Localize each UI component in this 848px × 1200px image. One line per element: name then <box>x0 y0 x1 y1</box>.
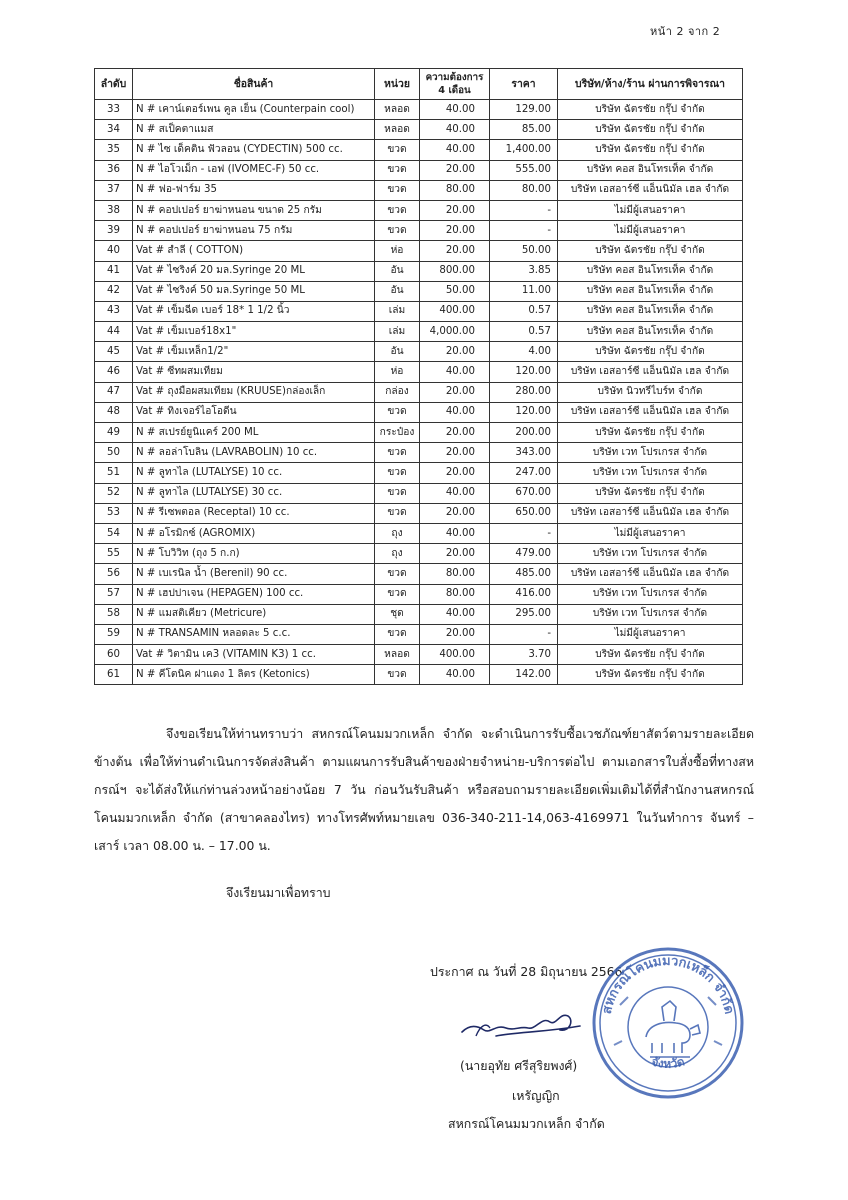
cell-name: Vat # ซีทผสมเทียม <box>133 362 375 382</box>
table-row <box>95 140 743 160</box>
table-row <box>95 241 743 261</box>
cell-company: ไม่มีผู้เสนอราคา <box>558 200 743 220</box>
table-row <box>95 281 743 301</box>
cell-company: บริษัท เวท โปรเกรส จำกัด <box>558 544 743 564</box>
table-row <box>95 463 743 483</box>
table-row <box>95 362 743 382</box>
cell-price: 555.00 <box>490 160 558 180</box>
cell-unit: เล่ม <box>375 322 420 342</box>
cell-unit: ขวด <box>375 221 420 241</box>
cell-no: 34 <box>95 120 133 140</box>
cell-unit: ขวด <box>375 665 420 685</box>
cell-unit: ถุง <box>375 523 420 543</box>
announcement-date: ประกาศ ณ วันที่ 28 มิถุนายน 2566 <box>430 964 623 979</box>
cell-no: 61 <box>95 665 133 685</box>
cell-unit: เล่ม <box>375 301 420 321</box>
cell-no: 52 <box>95 483 133 503</box>
cell-company: ไม่มีผู้เสนอราคา <box>558 624 743 644</box>
cell-no: 55 <box>95 544 133 564</box>
cell-no: 43 <box>95 301 133 321</box>
cell-company: บริษัท เวท โปรเกรส จำกัด <box>558 443 743 463</box>
cell-no: 50 <box>95 443 133 463</box>
cell-no: 37 <box>95 180 133 200</box>
cell-name: N # โบวิวิท (ถุง 5 ก.ก) <box>133 544 375 564</box>
cell-name: N # เคาน์เตอร์เพน คูล เย็น (Counterpain cool) <box>133 100 375 120</box>
cell-no: 42 <box>95 281 133 301</box>
cell-name: Vat # วิตามิน เค3 (VITAMIN K3) 1 cc. <box>133 645 375 665</box>
cell-company: บริษัท ฉัตรชัย กรุ๊ป จำกัด <box>558 665 743 685</box>
header-name: ชื่อสินค้า <box>133 69 375 100</box>
cell-company: บริษัท คอส อินโทรเท็ค จำกัด <box>558 301 743 321</box>
cell-unit: ขวด <box>375 160 420 180</box>
table-row <box>95 100 743 120</box>
table-row <box>95 120 743 140</box>
cell-qty: 20.00 <box>420 221 490 241</box>
cell-unit: ขวด <box>375 140 420 160</box>
cell-qty: 20.00 <box>420 463 490 483</box>
product-table <box>94 68 743 685</box>
cell-no: 39 <box>95 221 133 241</box>
cell-company: บริษัท ฉัตรชัย กรุ๊ป จำกัด <box>558 342 743 362</box>
cell-company: บริษัท ฉัตรชัย กรุ๊ป จำกัด <box>558 140 743 160</box>
table-body <box>95 100 743 685</box>
cell-qty: 40.00 <box>420 665 490 685</box>
cell-no: 45 <box>95 342 133 362</box>
seal-cow-icon <box>646 1001 700 1057</box>
cell-name: N # รีเซพตอล (Receptal) 10 cc. <box>133 503 375 523</box>
cell-name: N # TRANSAMIN หลอดละ 5 c.c. <box>133 624 375 644</box>
cell-price: - <box>490 523 558 543</box>
cell-name: N # แมสติเคียว (Metricure) <box>133 604 375 624</box>
cell-price: - <box>490 200 558 220</box>
header-unit: หน่วย <box>375 69 420 100</box>
cell-name: Vat # สำลี ( COTTON) <box>133 241 375 261</box>
cell-price: 295.00 <box>490 604 558 624</box>
cell-unit: ถุง <box>375 544 420 564</box>
cell-price: 280.00 <box>490 382 558 402</box>
header-company: บริษัท/ห้าง/ร้าน ผ่านการพิจารณา <box>558 69 743 100</box>
table-header-row <box>95 69 743 100</box>
cell-name: Vat # ทิงเจอร์ไอโอดีน <box>133 402 375 422</box>
cell-price: 343.00 <box>490 443 558 463</box>
cell-no: 54 <box>95 523 133 543</box>
cell-no: 33 <box>95 100 133 120</box>
cell-name: N # อโรมิกซ์ (AGROMIX) <box>133 523 375 543</box>
cell-qty: 20.00 <box>420 241 490 261</box>
table-row <box>95 382 743 402</box>
cell-name: N # สเป็คตาแมส <box>133 120 375 140</box>
cell-unit: หลอด <box>375 645 420 665</box>
cell-name: N # ลอล่าโบลิน (LAVRABOLIN) 10 cc. <box>133 443 375 463</box>
cell-name: N # ไซ เด็คติน ฟัวลอน (CYDECTIN) 500 cc. <box>133 140 375 160</box>
cell-unit: ขวด <box>375 503 420 523</box>
cell-qty: 40.00 <box>420 100 490 120</box>
product-table-container <box>94 68 742 685</box>
cell-price: - <box>490 221 558 241</box>
table-row <box>95 584 743 604</box>
cell-company: บริษัท ฉัตรชัย กรุ๊ป จำกัด <box>558 100 743 120</box>
cell-qty: 40.00 <box>420 362 490 382</box>
cell-qty: 80.00 <box>420 180 490 200</box>
closing-text: จึงเรียนมาเพื่อทราบ <box>226 885 331 900</box>
cell-qty: 20.00 <box>420 200 490 220</box>
cell-qty: 80.00 <box>420 564 490 584</box>
cell-qty: 40.00 <box>420 483 490 503</box>
cell-name: Vat # ไซริงค์ 50 มล.Syringe 50 ML <box>133 281 375 301</box>
cell-company: บริษัท ฉัตรชัย กรุ๊ป จำกัด <box>558 423 743 443</box>
cell-no: 48 <box>95 402 133 422</box>
table-row <box>95 301 743 321</box>
cell-price: 247.00 <box>490 463 558 483</box>
cell-no: 53 <box>95 503 133 523</box>
cell-name: N # คอปเปอร์ ยาฆ่าหนอน 75 กรัม <box>133 221 375 241</box>
cell-no: 38 <box>95 200 133 220</box>
cell-company: ไม่มีผู้เสนอราคา <box>558 523 743 543</box>
cell-unit: ขวด <box>375 443 420 463</box>
cell-company: บริษัท ฉัตรชัย กรุ๊ป จำกัด <box>558 120 743 140</box>
cell-price: 120.00 <box>490 362 558 382</box>
cell-unit: ขวด <box>375 180 420 200</box>
cell-qty: 20.00 <box>420 544 490 564</box>
cell-no: 59 <box>95 624 133 644</box>
cell-unit: อัน <box>375 342 420 362</box>
cell-unit: ห่อ <box>375 241 420 261</box>
cell-no: 51 <box>95 463 133 483</box>
cell-price: 479.00 <box>490 544 558 564</box>
signer-organization: สหกรณ์โคนมมวกเหล็ก จำกัด <box>448 1116 605 1131</box>
cell-price: 416.00 <box>490 584 558 604</box>
cell-unit: หลอด <box>375 120 420 140</box>
cell-price: 50.00 <box>490 241 558 261</box>
cell-qty: 400.00 <box>420 301 490 321</box>
cell-no: 46 <box>95 362 133 382</box>
cell-qty: 4,000.00 <box>420 322 490 342</box>
signer-role: เหรัญญิก <box>512 1088 560 1103</box>
table-row <box>95 322 743 342</box>
cell-unit: กล่อง <box>375 382 420 402</box>
table-row <box>95 180 743 200</box>
table-row <box>95 564 743 584</box>
table-row <box>95 544 743 564</box>
cell-unit: อัน <box>375 261 420 281</box>
cell-price: 129.00 <box>490 100 558 120</box>
cell-qty: 400.00 <box>420 645 490 665</box>
cell-qty: 20.00 <box>420 503 490 523</box>
cell-name: Vat # ถุงมือผสมเทียม (KRUUSE)กล่องเล็ก <box>133 382 375 402</box>
cell-price: 85.00 <box>490 120 558 140</box>
cell-price: 3.85 <box>490 261 558 281</box>
cell-no: 47 <box>95 382 133 402</box>
body-paragraph: จึงขอเรียนให้ท่านทราบว่า สหกรณ์โคนมมวกเหล็ก จำกัด จะดำเนินการรับซื้อเวชภัณฑ์ยาสัตว์ตามรายละเอียดข้างต้น เพื่อให้ท่านดำเนินการจัดส่งสินค้า ตามแผนการรับสินค้าของฝ่ายจำหน่าย-บริการต่อไป ตามเอกสารใบสั่งซื้อที่ทางสหกรณ์ฯ จะได้ส่งให้แก่ท่านล่วงหน้าอย่างน้อย 7 วัน ก่อนวันรับสินค้า หรือสอบถามรายละเอียดเพิ่มเติมได้ที่สำนักงานสหกรณ์โคนมมวกเหล็ก จำกัด (สาขาคลองไทร) ทางโทรศัพท์หมายเลข 036-340-211-14,063-4169971 ในวันทำการ จันทร์ – เสาร์ เวลา 08.00 น. – 17.00 น. <box>94 726 754 853</box>
cell-company: บริษัท เวท โปรเกรส จำกัด <box>558 463 743 483</box>
cell-unit: หลอด <box>375 100 420 120</box>
seal-top-text: สหกรณ์โคนมมวกเหล็ก จำกัด <box>599 953 737 1016</box>
cell-qty: 40.00 <box>420 402 490 422</box>
table-row <box>95 483 743 503</box>
cell-company: บริษัท เอสอาร์ซี แอ็นนิมัล เฮล จำกัด <box>558 503 743 523</box>
cell-name: N # ไอโวเม็ก - เอฟ (IVOMEC-F) 50 cc. <box>133 160 375 180</box>
cell-company: บริษัท เวท โปรเกรส จำกัด <box>558 584 743 604</box>
cell-qty: 40.00 <box>420 604 490 624</box>
table-row <box>95 604 743 624</box>
cell-name: Vat # เข็มเบอร์18x1" <box>133 322 375 342</box>
header-price: ราคา <box>490 69 558 100</box>
cell-qty: 20.00 <box>420 382 490 402</box>
cell-name: Vat # เข็มฉีด เบอร์ 18* 1 1/2 นิ้ว <box>133 301 375 321</box>
cell-unit: ขวด <box>375 402 420 422</box>
header-qty-line2: 4 เดือน <box>438 85 471 96</box>
cell-name: N # เฮปปาเจน (HEPAGEN) 100 cc. <box>133 584 375 604</box>
cooperative-seal <box>590 945 746 1101</box>
cell-unit: ขวด <box>375 483 420 503</box>
table-row <box>95 261 743 281</box>
cell-company: บริษัท ฉัตรชัย กรุ๊ป จำกัด <box>558 241 743 261</box>
cell-price: 142.00 <box>490 665 558 685</box>
table-row <box>95 443 743 463</box>
cell-no: 40 <box>95 241 133 261</box>
cell-company: บริษัท เอสอาร์ซี แอ็นนิมัล เฮล จำกัด <box>558 180 743 200</box>
cell-company: บริษัท ฉัตรชัย กรุ๊ป จำกัด <box>558 483 743 503</box>
cell-name: N # ลูทาไล (LUTALYSE) 10 cc. <box>133 463 375 483</box>
cell-company: บริษัท คอส อินโทรเท็ค จำกัด <box>558 160 743 180</box>
signer-name: (นายอุทัย ศรีสุริยพงศ์) <box>460 1058 578 1073</box>
table-row <box>95 665 743 685</box>
cell-price: 120.00 <box>490 402 558 422</box>
cell-no: 57 <box>95 584 133 604</box>
cell-qty: 80.00 <box>420 584 490 604</box>
header-qty-line1: ความต้องการ <box>425 72 484 83</box>
cell-company: บริษัท เอสอาร์ซี แอ็นนิมัล เฮล จำกัด <box>558 362 743 382</box>
cell-no: 56 <box>95 564 133 584</box>
cell-qty: 20.00 <box>420 423 490 443</box>
table-row <box>95 221 743 241</box>
cell-no: 35 <box>95 140 133 160</box>
cell-company: ไม่มีผู้เสนอราคา <box>558 221 743 241</box>
header-no: ลำดับ <box>95 69 133 100</box>
cell-price: - <box>490 624 558 644</box>
cell-no: 58 <box>95 604 133 624</box>
cell-qty: 20.00 <box>420 624 490 644</box>
table-row <box>95 624 743 644</box>
cell-no: 36 <box>95 160 133 180</box>
cell-unit: อัน <box>375 281 420 301</box>
cell-qty: 40.00 <box>420 140 490 160</box>
cell-name: Vat # เข็มเหล็ก1/2" <box>133 342 375 362</box>
header-qty <box>420 69 490 100</box>
cell-price: 670.00 <box>490 483 558 503</box>
cell-unit: ชุด <box>375 604 420 624</box>
table-row <box>95 200 743 220</box>
cell-unit: ขวด <box>375 564 420 584</box>
cell-price: 0.57 <box>490 322 558 342</box>
page-number: หน้า 2 จาก 2 <box>650 25 721 38</box>
cell-unit: ขวด <box>375 584 420 604</box>
cell-price: 200.00 <box>490 423 558 443</box>
table-row <box>95 645 743 665</box>
cell-company: บริษัท คอส อินโทรเท็ค จำกัด <box>558 322 743 342</box>
cell-price: 1,400.00 <box>490 140 558 160</box>
cell-qty: 50.00 <box>420 281 490 301</box>
cell-price: 3.70 <box>490 645 558 665</box>
cell-qty: 20.00 <box>420 443 490 463</box>
cell-qty: 800.00 <box>420 261 490 281</box>
cell-qty: 40.00 <box>420 120 490 140</box>
table-row <box>95 423 743 443</box>
cell-unit: กระป๋อง <box>375 423 420 443</box>
cell-price: 11.00 <box>490 281 558 301</box>
cell-company: บริษัท ฉัตรชัย กรุ๊ป จำกัด <box>558 645 743 665</box>
cell-no: 60 <box>95 645 133 665</box>
table-row <box>95 342 743 362</box>
cell-name: Vat # ไซริงค์ 20 มล.Syringe 20 ML <box>133 261 375 281</box>
cell-no: 49 <box>95 423 133 443</box>
cell-price: 650.00 <box>490 503 558 523</box>
cell-unit: ขวด <box>375 200 420 220</box>
cell-company: บริษัท นิวทรีไบร์ท จำกัด <box>558 382 743 402</box>
cell-price: 4.00 <box>490 342 558 362</box>
cell-name: N # สเปรย์ยูนิแคร์ 200 ML <box>133 423 375 443</box>
cell-name: N # คีโตนิค ฝาแดง 1 ลิตร (Ketonics) <box>133 665 375 685</box>
cell-qty: 20.00 <box>420 160 490 180</box>
cell-company: บริษัท คอส อินโทรเท็ค จำกัด <box>558 281 743 301</box>
signature <box>456 1006 586 1046</box>
cell-qty: 20.00 <box>420 342 490 362</box>
cell-unit: ห่อ <box>375 362 420 382</box>
cell-qty: 40.00 <box>420 523 490 543</box>
cell-unit: ขวด <box>375 624 420 644</box>
table-row <box>95 160 743 180</box>
cell-company: บริษัท เอสอาร์ซี แอ็นนิมัล เฮล จำกัด <box>558 402 743 422</box>
table-row <box>95 523 743 543</box>
cell-unit: ขวด <box>375 463 420 483</box>
cell-name: N # คอปเปอร์ ยาฆ่าหนอน ขนาด 25 กรัม <box>133 200 375 220</box>
table-row <box>95 402 743 422</box>
cell-price: 485.00 <box>490 564 558 584</box>
seal-bottom-text: จังหวัด <box>649 1054 687 1071</box>
table-row <box>95 503 743 523</box>
cell-name: N # ฟอ-ฟาร์ม 35 <box>133 180 375 200</box>
cell-price: 0.57 <box>490 301 558 321</box>
cell-company: บริษัท เอสอาร์ซี แอ็นนิมัล เฮล จำกัด <box>558 564 743 584</box>
cell-name: N # เบเรนิล น้ำ (Berenil) 90 cc. <box>133 564 375 584</box>
cell-no: 41 <box>95 261 133 281</box>
cell-company: บริษัท เวท โปรเกรส จำกัด <box>558 604 743 624</box>
cell-company: บริษัท คอส อินโทรเท็ค จำกัด <box>558 261 743 281</box>
cell-price: 80.00 <box>490 180 558 200</box>
cell-no: 44 <box>95 322 133 342</box>
cell-name: N # ลูทาไล (LUTALYSE) 30 cc. <box>133 483 375 503</box>
